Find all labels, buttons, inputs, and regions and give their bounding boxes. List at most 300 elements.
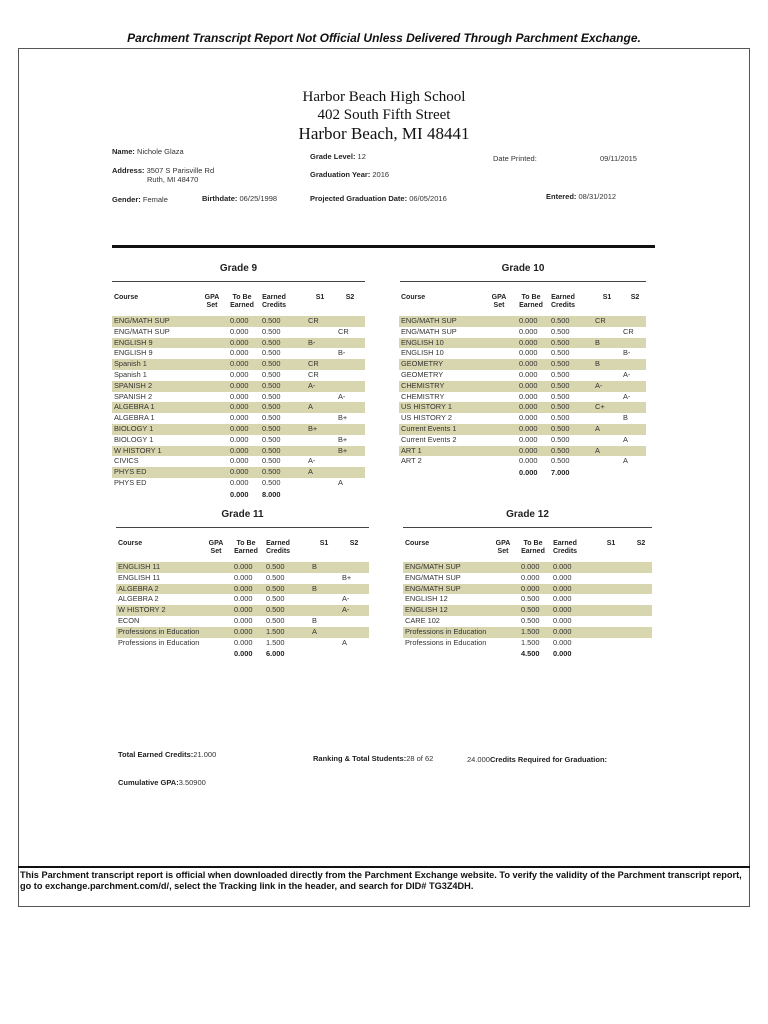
cell-earned-credits: 0.500 [551,359,570,369]
cell-earned-credits: 0.500 [266,615,285,625]
cell-course: ENG/MATH SUP [401,316,457,325]
course-row [399,413,646,424]
student-name-field [112,147,184,156]
grade-totals-row [399,467,646,478]
col-earned-credits-header [260,540,296,556]
cell-course: ALGEBRA 1 [114,402,155,412]
cell-to-be-earned: 1.500 [521,626,540,636]
cell-s2: B- [623,348,631,358]
col-to-be-earned-header [513,294,549,310]
cell-to-be-earned: 0.000 [230,456,249,466]
course-row [399,316,646,327]
cell-course: Spanish 1 [114,369,147,379]
cell-earned-credits: 0.000 [553,572,572,582]
cell-s1: B [312,583,317,593]
projected-graduation-value: 06/05/2016 [409,194,447,203]
col-earned-credits-header-line2: Credits [550,302,576,309]
cell-course: Professions in Education [118,637,200,647]
cell-s2: B+ [338,413,348,423]
course-row [112,478,365,489]
cell-s2: A [623,456,628,466]
cell-to-be-earned: 0.000 [230,434,249,444]
total-to-be-earned: 0.000 [234,649,253,659]
cell-to-be-earned: 0.000 [230,337,249,347]
course-row [399,456,646,467]
col-to-be-earned-header-line1: To Be [232,294,252,301]
cell-course: ART 1 [401,445,422,455]
course-row [403,584,652,595]
cell-to-be-earned: 0.000 [234,583,253,593]
course-row [112,327,365,338]
course-row [399,381,646,392]
col-earned-credits-header-line1: Earned [262,294,286,301]
cell-course: US HISTORY 2 [401,413,452,423]
cell-s1: B [595,359,600,369]
student-address-line2: Ruth, MI 48470 [147,175,199,184]
cell-earned-credits: 0.500 [266,572,285,582]
cell-s2: CR [338,326,349,336]
course-row [403,616,652,627]
cell-course: Professions in Education [405,626,487,636]
col-to-be-earned-header-line2: Earned [234,548,258,555]
cell-course: CIVICS [114,456,139,466]
total-to-be-earned: 0.000 [230,489,249,499]
cell-earned-credits: 0.500 [262,359,281,369]
col-earned-credits-header-line2: Credits [261,302,287,309]
total-to-be-earned: 4.500 [521,649,540,659]
cell-to-be-earned: 0.000 [519,402,538,412]
total-earned-credits-grade: 7.000 [551,468,570,478]
cell-to-be-earned: 0.000 [234,605,253,615]
grade-10-table [399,294,646,478]
col-earned-credits-header-line1: Earned [551,294,575,301]
cell-course: ENGLISH 10 [401,337,444,347]
cell-to-be-earned: 0.500 [521,615,540,625]
col-course-header: Course [118,540,143,547]
cell-to-be-earned: 0.000 [230,348,249,358]
grade-12-table [403,540,652,659]
col-to-be-earned-header-line2: Earned [230,302,254,309]
col-earned-credits-header [545,294,581,310]
cell-s2: A- [623,369,631,379]
course-row [112,348,365,359]
student-address-field [112,166,214,175]
cell-to-be-earned: 0.000 [234,637,253,647]
col-gpa-header-line1: GPA [491,294,507,301]
col-s1-header: S1 [315,294,325,301]
cell-to-be-earned: 0.000 [230,391,249,401]
course-row [112,338,365,349]
course-row [112,381,365,392]
cell-s2: A- [623,391,631,401]
cell-s2: A [342,637,347,647]
course-row [403,594,652,605]
cell-course: Professions in Education [405,637,487,647]
course-row [112,413,365,424]
cell-to-be-earned: 0.000 [230,369,249,379]
table-header [112,294,365,316]
cell-s1: A- [308,456,316,466]
projected-graduation-field [310,194,447,203]
cell-s1: B [595,337,600,347]
cell-course: Current Events 2 [401,434,457,444]
grade-totals-row [403,648,652,659]
cell-course: W HISTORY 1 [114,445,162,455]
cell-s1: C+ [595,402,605,412]
col-s2-header: S2 [636,540,646,547]
table-header [403,540,652,562]
entered-field [546,192,616,201]
student-gender-field [112,195,168,204]
total-earned-credits [118,750,216,759]
cell-s2: A [623,434,628,444]
course-row [399,359,646,370]
course-row [112,446,365,457]
cell-s1: A- [595,380,603,390]
col-gpa-header-line1: GPA [495,540,511,547]
cell-s2: B [623,413,628,423]
cell-to-be-earned: 0.000 [519,316,538,325]
grade-12-rule [403,527,652,528]
course-row [112,402,365,413]
cell-course: ENG/MATH SUP [401,326,457,336]
credits-required [467,755,607,764]
cell-course: PHYS ED [114,467,147,477]
student-gender-label: Gender: [112,195,141,204]
cell-to-be-earned: 0.000 [230,467,249,477]
cell-s1: CR [308,359,319,369]
cell-earned-credits: 0.500 [262,413,281,423]
cell-to-be-earned: 0.000 [230,423,249,433]
cell-earned-credits: 0.500 [262,423,281,433]
course-row [399,370,646,381]
cell-s2: A- [342,594,350,604]
projected-graduation-label: Projected Graduation Date: [310,194,408,203]
date-printed-value: 09/11/2015 [600,154,637,163]
col-earned-credits-header-line1: Earned [266,540,290,547]
cell-to-be-earned: 0.000 [230,477,249,487]
header-divider [112,245,655,248]
cell-earned-credits: 0.500 [551,326,570,336]
cell-earned-credits: 0.500 [551,369,570,379]
course-row [112,467,365,478]
cell-course: ENGLISH 9 [114,337,153,347]
col-s1-header: S1 [606,540,616,547]
col-course-header: Course [114,294,139,301]
cell-course: PHYS ED [114,477,147,487]
course-row [403,638,652,649]
student-gender-value: Female [142,195,168,204]
course-row [112,359,365,370]
cell-s2: A [338,477,343,487]
cell-course: Spanish 1 [114,359,147,369]
graduation-year-label: Graduation Year: [310,170,371,179]
cell-course: ENGLISH 11 [118,572,161,582]
cell-earned-credits: 0.500 [266,594,285,604]
cell-to-be-earned: 0.000 [519,423,538,433]
entered-label: Entered: [546,192,577,201]
cell-to-be-earned: 0.000 [234,626,253,636]
student-name-value: Nichole Glaza [137,147,184,156]
cell-s1: A [595,445,600,455]
course-row [399,402,646,413]
cell-to-be-earned: 0.000 [519,369,538,379]
cell-s1: B [312,562,317,571]
course-row [116,605,369,616]
grade-level-field [310,152,366,161]
cell-s2: A- [342,605,350,615]
cell-s1: CR [308,316,319,325]
cell-course: SPANISH 2 [114,380,153,390]
course-row [116,638,369,649]
cell-to-be-earned: 0.000 [519,337,538,347]
cell-to-be-earned: 0.000 [519,359,538,369]
course-row [403,627,652,638]
cell-earned-credits: 0.500 [551,434,570,444]
grade-9-table [112,294,365,500]
col-s2-header: S2 [345,294,355,301]
col-to-be-earned-header-line2: Earned [521,548,545,555]
course-row [403,573,652,584]
cell-earned-credits: 0.000 [553,626,572,636]
table-header [116,540,369,562]
cell-to-be-earned: 0.000 [234,594,253,604]
cell-earned-credits: 0.500 [551,423,570,433]
cell-earned-credits: 0.500 [262,348,281,358]
cell-course: ENGLISH 9 [114,348,153,358]
col-to-be-earned-header [515,540,551,556]
course-row [112,424,365,435]
col-earned-credits-header [547,540,583,556]
cell-earned-credits: 0.500 [551,391,570,401]
cell-earned-credits: 0.500 [266,605,285,615]
total-earned-credits-grade: 0.000 [553,649,572,659]
course-row [112,316,365,327]
cell-earned-credits: 0.500 [551,380,570,390]
cell-earned-credits: 0.500 [262,326,281,336]
col-s1-header: S1 [602,294,612,301]
cell-to-be-earned: 0.500 [521,605,540,615]
col-gpa-header [481,294,517,310]
table-header [399,294,646,316]
course-row [399,338,646,349]
cell-course: ENG/MATH SUP [114,326,170,336]
col-to-be-earned-header-line1: To Be [236,540,256,547]
total-earned-credits-label: Total Earned Credits: [118,750,194,759]
col-gpa-header-line1: GPA [208,540,224,547]
course-row [403,562,652,573]
course-row [399,392,646,403]
course-row [399,435,646,446]
cell-earned-credits: 1.500 [266,626,285,636]
cell-course: ENGLISH 12 [405,605,448,615]
grade-11-table [116,540,369,659]
course-row [116,594,369,605]
grade-level-value: 12 [357,152,366,161]
cell-earned-credits: 0.500 [551,316,570,325]
cell-course: ALGEBRA 2 [118,583,159,593]
cell-earned-credits: 0.500 [262,467,281,477]
cell-earned-credits: 0.500 [262,445,281,455]
col-to-be-earned-header-line1: To Be [521,294,541,301]
cell-to-be-earned: 0.000 [519,391,538,401]
school-header [0,88,768,144]
cell-earned-credits: 0.500 [266,583,285,593]
cell-earned-credits: 0.500 [262,434,281,444]
grade-9-rule [112,281,365,282]
total-to-be-earned: 0.000 [519,468,538,478]
cell-to-be-earned: 0.000 [519,348,538,358]
cell-to-be-earned: 0.000 [519,380,538,390]
grade-totals-row [112,489,365,500]
col-gpa-header-line2: Set [210,548,222,555]
cell-to-be-earned: 0.000 [519,434,538,444]
cell-s2: A- [338,391,346,401]
grade-9-title: Grade 9 [219,263,258,274]
cell-s2: B+ [338,434,348,444]
cell-course: ALGEBRA 1 [114,413,155,423]
student-address-line1: 3507 S Parisville Rd [146,166,215,175]
course-row [112,435,365,446]
student-birthdate-field [202,194,277,203]
cell-to-be-earned: 0.000 [230,316,249,325]
cell-to-be-earned: 0.000 [230,380,249,390]
course-row [399,424,646,435]
cell-course: ENG/MATH SUP [405,572,461,582]
graduation-year-field [310,170,389,179]
cell-s1: B+ [308,423,318,433]
cell-course: GEOMETRY [401,369,444,379]
col-s1-header: S1 [319,540,329,547]
cell-earned-credits: 0.500 [262,456,281,466]
col-gpa-header-line2: Set [206,302,218,309]
course-row [116,584,369,595]
cell-s1: B- [308,337,316,347]
cell-earned-credits: 0.000 [553,615,572,625]
total-earned-credits-value: 21.000 [193,750,217,759]
cell-to-be-earned: 0.000 [234,572,253,582]
cell-to-be-earned: 0.000 [519,445,538,455]
cell-to-be-earned: 0.000 [234,562,253,571]
cell-to-be-earned: 0.000 [521,562,540,571]
col-course-header: Course [401,294,426,301]
cell-earned-credits: 0.500 [262,337,281,347]
cumulative-gpa-value: 3.50900 [178,778,206,787]
course-row [116,573,369,584]
cell-s1: A [595,423,600,433]
cell-course: Current Events 1 [401,423,457,433]
cell-earned-credits: 0.500 [262,380,281,390]
total-earned-credits-grade: 8.000 [262,489,281,499]
school-street: 402 South Fifth Street [317,107,451,123]
entered-value: 08/31/2012 [578,192,617,201]
cell-earned-credits: 0.500 [262,316,281,325]
student-address-label: Address: [112,166,145,175]
cell-course: BIOLOGY 1 [114,434,154,444]
cell-earned-credits: 0.000 [553,562,572,571]
cell-to-be-earned: 0.000 [519,326,538,336]
grade-11-title: Grade 11 [221,509,264,520]
cell-course: ART 2 [401,456,422,466]
school-name: Harbor Beach High School [302,89,466,105]
col-earned-credits-header-line2: Credits [265,548,291,555]
graduation-year-value: 2016 [372,170,390,179]
cell-course: GEOMETRY [401,359,444,369]
cell-course: ENGLISH 10 [401,348,444,358]
cell-to-be-earned: 0.000 [519,413,538,423]
verification-note: This Parchment transcript report is official when downloaded directly from the Parchment Exchange website. To verify the validity of the Parchment transcript report, go to exchange.parchment.com/d/, select the Tracking link in the header, and search for DID# TG3Z4DH. [20,870,742,891]
course-row [116,562,369,573]
cell-s1: B [312,615,317,625]
cell-earned-credits: 0.000 [553,605,572,615]
cell-s1: A [312,626,317,636]
course-row [112,370,365,381]
col-earned-credits-header [256,294,292,310]
cell-course: BIOLOGY 1 [114,423,154,433]
cell-course: CHEMISTRY [401,391,445,401]
ranking-total-students [313,754,433,763]
cell-course: ENG/MATH SUP [405,583,461,593]
school-city: Harbor Beach, MI 48441 [298,124,470,143]
col-earned-credits-header-line1: Earned [553,540,577,547]
col-to-be-earned-header-line2: Earned [519,302,543,309]
cell-earned-credits: 0.500 [266,562,285,571]
cell-earned-credits: 0.500 [262,477,281,487]
col-gpa-header-line2: Set [493,302,505,309]
cell-earned-credits: 0.500 [551,445,570,455]
grade-10-title: Grade 10 [501,263,545,274]
cell-to-be-earned: 0.000 [521,572,540,582]
cell-course: ENG/MATH SUP [405,562,461,571]
cell-s1: CR [595,316,606,325]
credits-required-value: 24.000 [467,755,490,764]
cell-s1: A [308,467,313,477]
grade-12-title: Grade 12 [506,509,549,520]
cell-to-be-earned: 0.000 [230,445,249,455]
cell-course: US HISTORY 1 [401,402,452,412]
cell-s2: B+ [338,445,348,455]
student-name-label: Name: [112,147,135,156]
official-notice-banner: Parchment Transcript Report Not Official Unless Delivered Through Parchment Exchange. [127,31,641,45]
cell-course: ENG/MATH SUP [114,316,170,325]
student-birthdate-label: Birthdate: [202,194,238,203]
col-s2-header: S2 [349,540,359,547]
grade-10-rule [400,281,646,282]
cell-s2: CR [623,326,634,336]
cell-course: SPANISH 2 [114,391,153,401]
cell-course: ALGEBRA 2 [118,594,159,604]
grade-11-rule [116,527,369,528]
course-row [112,456,365,467]
cell-earned-credits: 0.500 [262,391,281,401]
grade-totals-row [116,648,369,659]
ranking-value: 28 of 62 [406,754,434,763]
cell-to-be-earned: 0.000 [519,456,538,466]
col-course-header: Course [405,540,430,547]
cell-course: CHEMISTRY [401,380,445,390]
cell-course: ECON [118,615,140,625]
course-row [403,605,652,616]
course-row [116,627,369,638]
cell-earned-credits: 0.500 [551,402,570,412]
cell-earned-credits: 0.000 [553,583,572,593]
col-to-be-earned-header-line1: To Be [523,540,543,547]
cell-earned-credits: 0.500 [262,402,281,412]
course-row [399,327,646,338]
credits-required-label: Credits Required for Graduation: [489,755,608,764]
cell-to-be-earned: 0.000 [230,359,249,369]
cell-to-be-earned: 0.000 [230,326,249,336]
